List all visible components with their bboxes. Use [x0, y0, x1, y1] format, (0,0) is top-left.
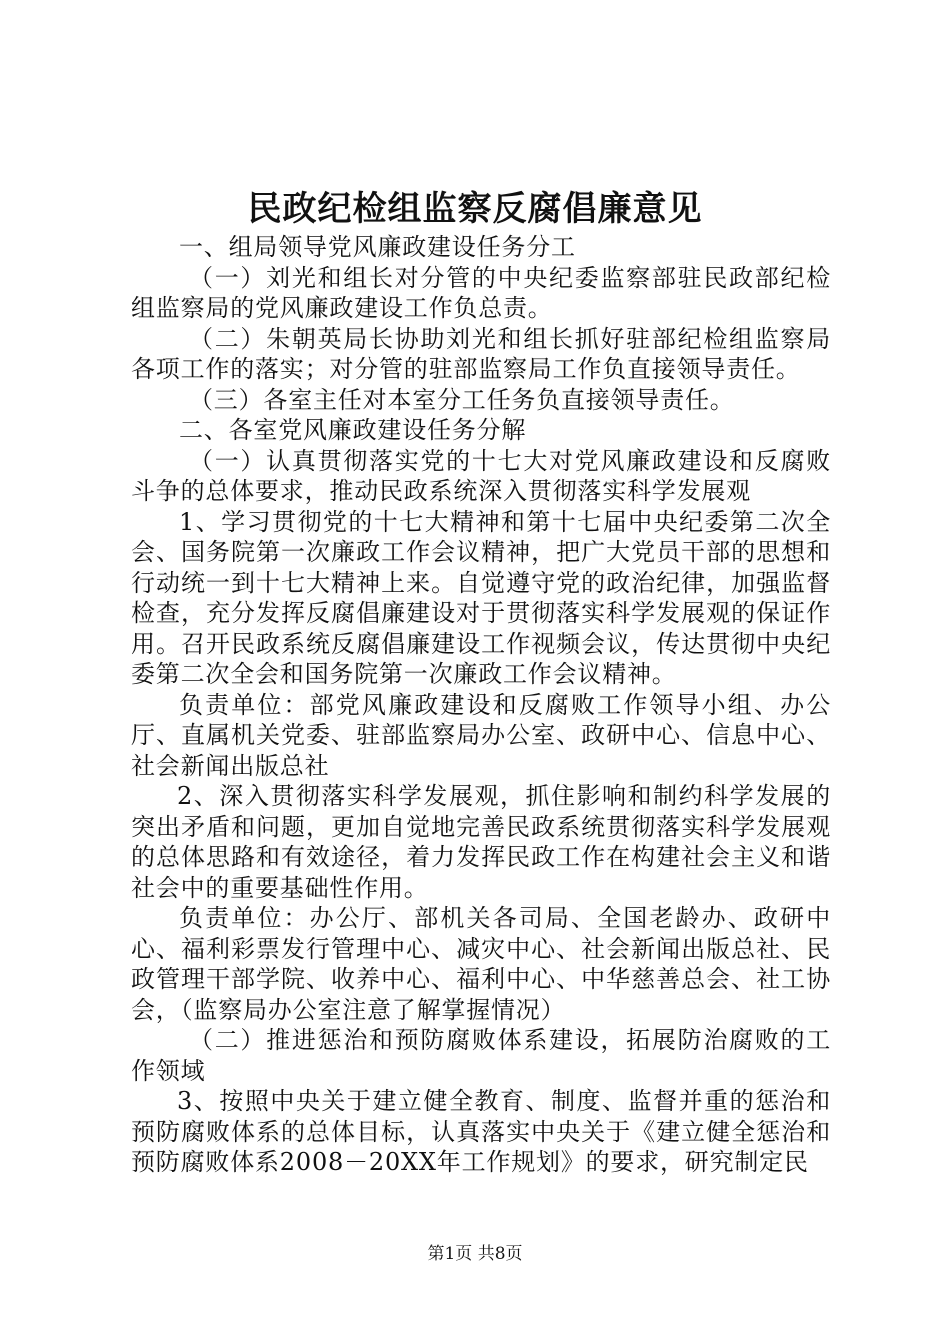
paragraph: 3、按照中央关于建立健全教育、制度、监督并重的惩治和预防腐败体系的总体目标，认真落实中央关于《建立健全惩治和预防腐败体系2008－20XX年工作规划》的要求，研究制定民	[131, 1087, 831, 1176]
paragraph: （三）各室主任对本室分工任务负直接领导责任。	[189, 385, 735, 414]
paragraph: （一）刘光和组长对分管的中央纪委监察部驻民政部纪检组监察局的党风廉政建设工作负总责。	[131, 263, 831, 322]
subsection-heading: （二）推进惩治和预防腐败体系建设，拓展防治腐败的工作领域	[131, 1026, 831, 1085]
section-heading-2: 二、各室党风廉政建设任务分解	[179, 416, 527, 444]
paragraph: 2、深入贯彻落实科学发展观，抓住影响和制约科学发展的突出矛盾和问题，更加自觉地完善民政系统贯彻落实科学发展观的总体思路和有效途径，着力发挥民政工作在构建社会主义和谐社会中的重要基础性作用。	[131, 782, 831, 902]
subsection-heading: （一）认真贯彻落实党的十七大对党风廉政建设和反腐败斗争的总体要求，推动民政系统深入贯彻落实科学发展观	[131, 446, 831, 505]
paragraph: 1、学习贯彻党的十七大精神和第十七届中央纪委第二次全会、国务院第一次廉政工作会议精神，把广大党员干部的思想和行动统一到十七大精神上来。自觉遵守党的政治纪律，加强监督检查，充分发挥反腐倡廉建设对于贯彻落实科学发展观的保证作用。召开民政系统反腐倡廉建设工作视频会议，传达贯彻中央纪委第二次全会和国务院第一次廉政工作会议精神。	[131, 507, 831, 688]
paragraph: （二）朱朝英局长协助刘光和组长抓好驻部纪检组监察局各项工作的落实；对分管的驻部监察局工作负直接领导责任。	[131, 324, 831, 383]
section-heading-1: 一、组局领导党风廉政建设任务分工	[179, 233, 576, 261]
page-number: 第1页 共8页	[427, 1244, 523, 1264]
responsible-units: 负责单位：办公厅、部机关各司局、全国老龄办、政研中心、福利彩票发行管理中心、减灾中心、社会新闻出版总社、民政管理干部学院、收养中心、福利中心、中华慈善总会、社工协会，（监察局办公室注意了解掌握情况）	[131, 904, 831, 1024]
responsible-units: 负责单位：部党风廉政建设和反腐败工作领导小组、办公厅、直属机关党委、驻部监察局办公室、政研中心、信息中心、社会新闻出版总社	[131, 690, 831, 780]
document-body	[131, 232, 831, 1178]
document-title: 民政纪检组监察反腐倡廉意见	[247, 189, 703, 229]
